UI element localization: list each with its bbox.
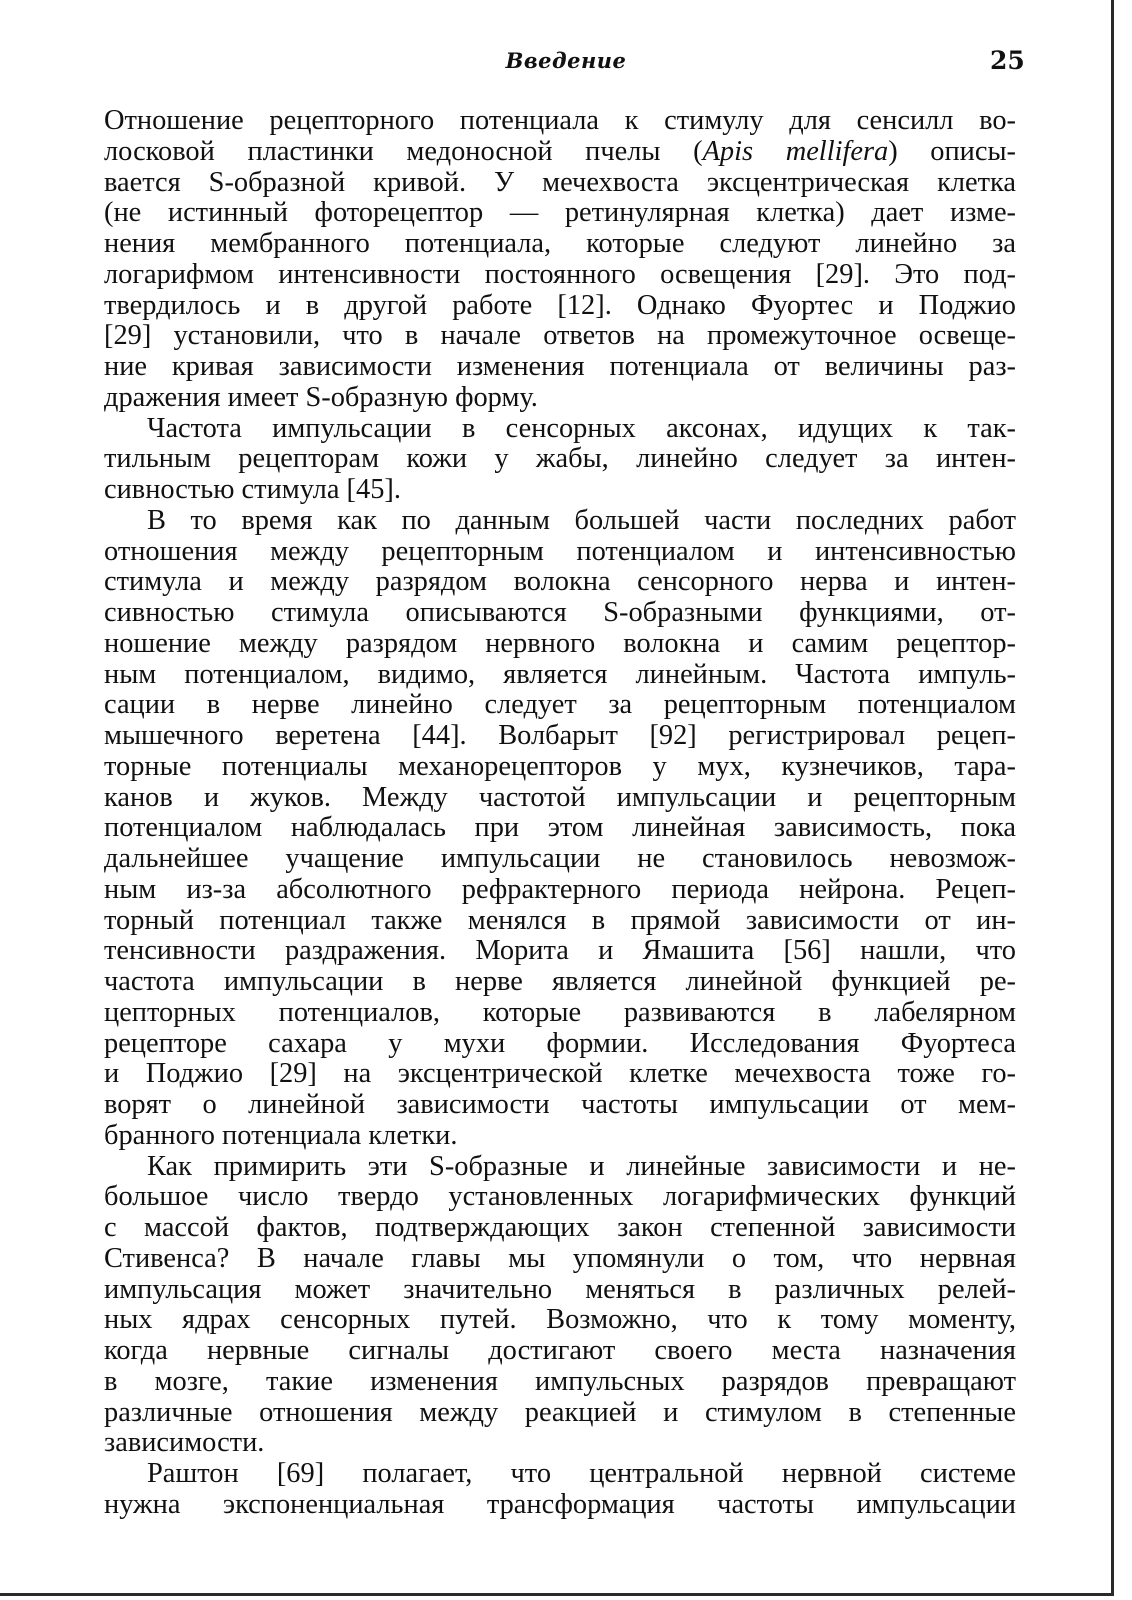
text-line: зависимости. [104,1427,265,1459]
species-name: Apis mellifera [702,135,889,167]
text-line: сивностью стимула описываются S-образными функциями, от- [104,597,1016,628]
text-line: нения мембранного потенциала, которые следуют линейно за [104,228,1016,259]
text-line: ние кривая зависимости изменения потенциала от величины раз- [104,351,1016,382]
text-line: когда нервные сигналы достигают своего места назначения [104,1335,1016,1366]
text-line: твердилось и в другой работе [12]. Однако Фуортес и Поджио [104,289,1016,321]
text-line: [29] установили, что в начале ответов на промежуточное освеще- [104,320,1016,352]
text-line: вается S-образной кривой. У мечехвоста эксцентрическая клетка [104,166,1016,198]
text-line: нужна экспоненциальная трансформация частоты импульсации [104,1488,1016,1520]
text-line: дражения имеет S-образную форму. [104,381,538,413]
text-line: ворят о линейной зависимости частоты импульсации от мем- [104,1089,1016,1120]
text-line: мышечного веретена [44]. Волбарыт [92] регистрировал рецеп- [104,720,1016,751]
text-line: бранного потенциала клетки. [104,1119,458,1151]
text-line: торный потенциал также менялся в прямой зависимости от ин- [104,904,1016,936]
text-line: различные отношения между реакцией и стимулом в степенные [104,1396,1016,1428]
text-line: ным потенциалом, видимо, является линейным. Частота импуль- [104,658,1016,690]
text-line: Раштон [69] полагает, что центральной нервной системе [147,1458,1016,1489]
text-line: ным из-за абсолютного рефрактерного периода нейрона. Рецеп- [104,873,1016,905]
body-text [104,106,1016,1521]
text-line: ношение между разрядом нервного волокна и самим рецептор- [104,627,1016,659]
text-line: цепторных потенциалов, которые развиваются в лабелярном [104,996,1016,1028]
text-line: сивностью стимула [45]. [104,474,401,505]
text-line: рецепторе сахара у мухи формии. Исследования Фуортеса [104,1027,1016,1059]
text-line: В то время как по данным большей части последних работ [147,504,1016,536]
text-line: стимула и между разрядом волокна сенсорного нерва и интен- [104,566,1016,598]
text-line: Частота импульсации в сенсорных аксонах, идущих к так- [147,412,1016,444]
text-line: торные потенциалы механорецепторов у мух, кузнечиков, тара- [104,750,1016,782]
text-line: с массой фактов, подтверждающих закон степенной зависимости [104,1212,1016,1243]
page-number: 25 [990,46,1025,75]
scan-border-bottom [0,1593,1114,1596]
scan-border-right [1111,0,1114,1595]
text-line: канов и жуков. Между частотой импульсации и рецепторным [104,781,1016,813]
text-line: импульсация может значительно меняться в различных релей- [104,1273,1016,1305]
text-line: и Поджио [29] на эксцентрической клетке мечехвоста тоже го- [104,1058,1016,1090]
text-line: тенсивности раздражения. Морита и Ямашита [56] нашли, что [104,935,1016,967]
text-line: Как примирить эти S-образные и линейные зависимости и не- [147,1150,1016,1182]
text-line: отношения между рецепторным потенциалом и интенсивностью [104,535,1016,567]
text-line: в мозге, такие изменения импульсных разрядов превращают [104,1365,1016,1397]
text-line: ных ядрах сенсорных путей. Возможно, что к тому моменту, [104,1304,1016,1336]
text-line: логарифмом интенсивности постоянного освещения [29]. Это под- [104,258,1016,290]
chapter-title: Введение [505,48,627,73]
running-head [0,44,1132,80]
text-line: сации в нерве линейно следует за рецепторным потенциалом [104,689,1016,721]
text-line: лосковой пластинки медоносной пчелы (Apis mellifera) описы- [104,135,1017,167]
text-line: дальнейшее учащение импульсации не становилось невозмож- [104,843,1016,874]
text-line: (не истинный фоторецептор — ретинулярная клетка) дает изме- [104,197,1016,229]
text-line: частота импульсации в нерве является линейной функцией ре- [104,966,1016,997]
text-line: тильным рецепторам кожи у жабы, линейно следует за интен- [104,443,1016,475]
text-line: большое число твердо установленных логарифмических функций [104,1181,1016,1213]
text-line: потенциалом наблюдалась при этом линейная зависимость, пока [104,812,1016,844]
text-line: Стивенса? В начале главы мы упомянули о том, что нервная [104,1242,1016,1274]
text-line: Отношение рецепторного потенциала к стимулу для сенсилл во- [104,105,1016,136]
